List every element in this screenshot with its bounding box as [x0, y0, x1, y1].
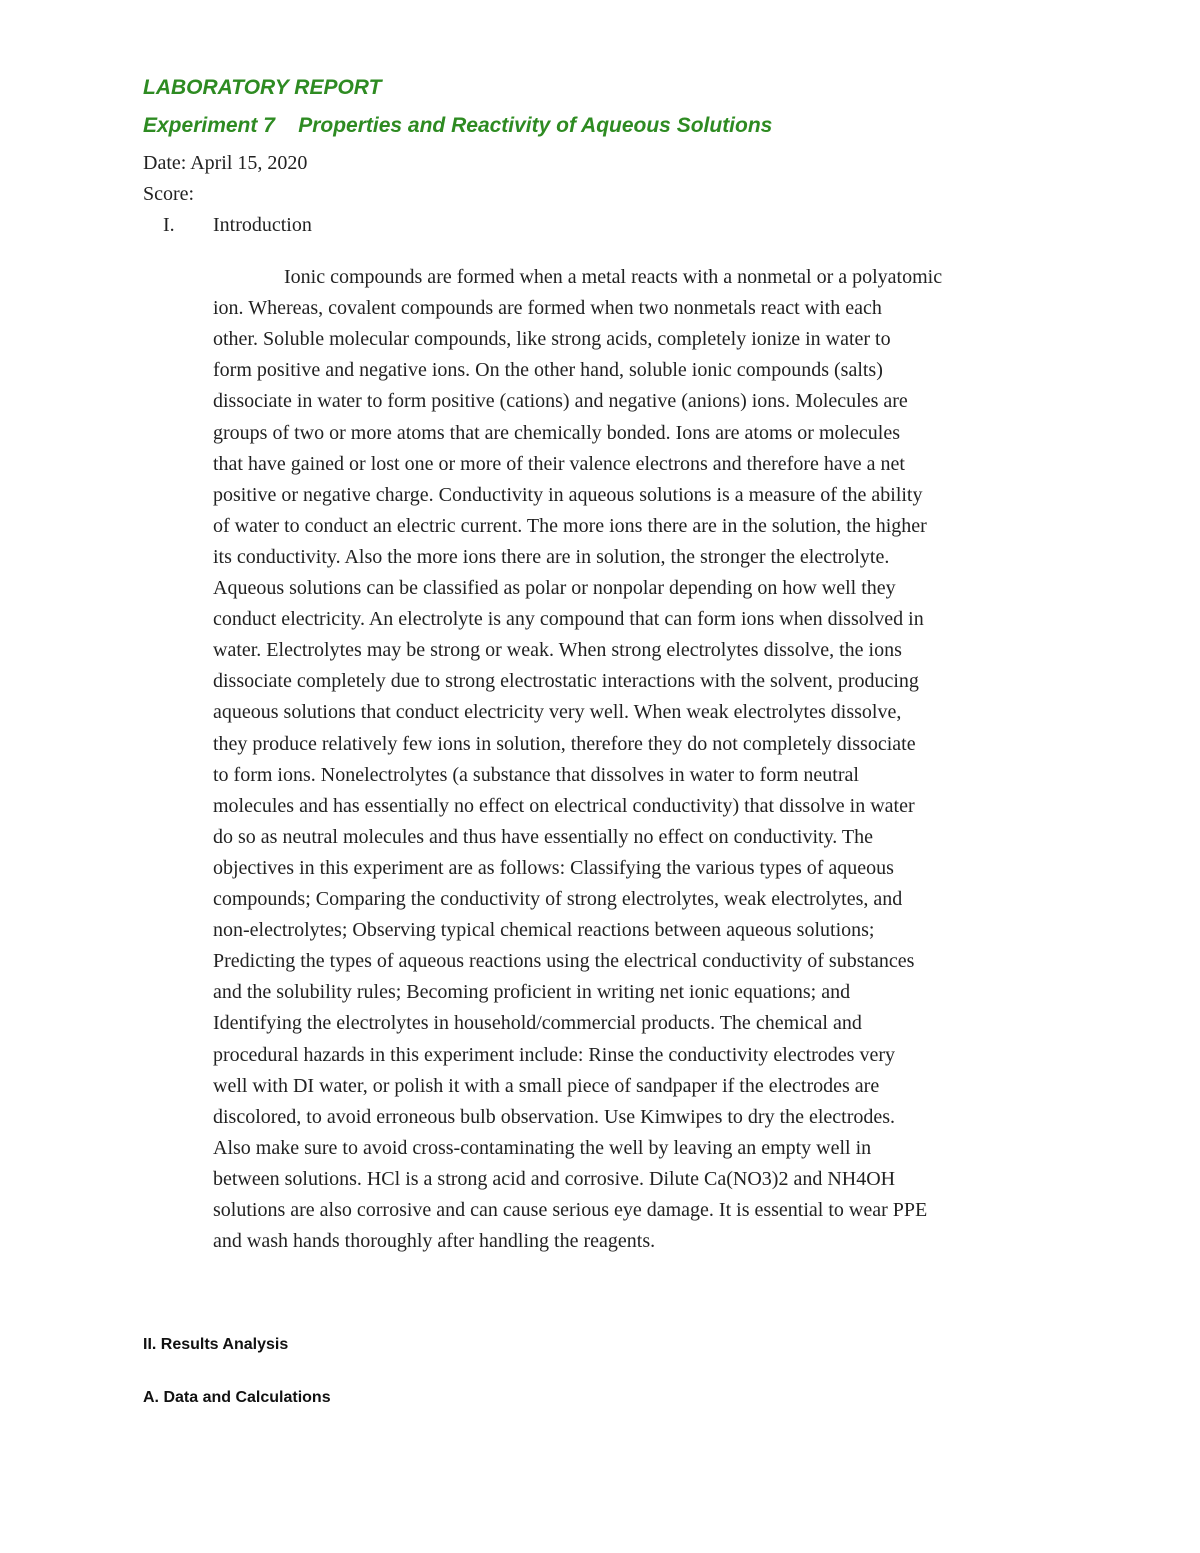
paragraph-line: water. Electrolytes may be strong or weak. When strong electrolytes dissolve, the ions [213, 639, 902, 662]
paragraph-line: objectives in this experiment are as follows: Classifying the various types of aqueous [213, 856, 894, 879]
paragraph-line: form positive and negative ions. On the other hand, soluble ionic compounds (salts) [213, 359, 883, 382]
paragraph-line: discolored, to avoid erroneous bulb observation. Use Kimwipes to dry the electrodes. [213, 1105, 896, 1128]
paragraph-line: non-electrolytes; Observing typical chemical reactions between aqueous solutions; [213, 919, 875, 942]
paragraph-line: to form ions. Nonelectrolytes (a substance that dissolves in water to form neutral [213, 763, 859, 786]
paragraph-line: dissociate completely due to strong electrostatic interactions with the solvent, producing [213, 670, 919, 693]
section-number: I. [163, 214, 175, 236]
paragraph-line: positive or negative charge. Conductivity in aqueous solutions is a measure of the ability [213, 483, 923, 506]
paragraph-line: dissociate in water to form positive (cations) and negative (anions) ions. Molecules are [213, 390, 908, 413]
paragraph-line: do so as neutral molecules and thus have essentially no effect on conductivity. The [213, 825, 874, 848]
experiment-title: Experiment 7 Properties and Reactivity of Aqueous Solutions [143, 114, 773, 137]
paragraph-line: Ionic compounds are formed when a metal reacts with a nonmetal or a polyatomic [284, 266, 943, 288]
paragraph-line: other. Soluble molecular compounds, like strong acids, completely ionize in water to [213, 328, 891, 351]
paragraph-line: that have gained or lost one or more of their valence electrons and therefore have a net [213, 452, 905, 475]
paragraph-line: conduct electricity. An electrolyte is any compound that can form ions when dissolved in [213, 608, 924, 631]
paragraph-line: between solutions. HCl is a strong acid and corrosive. Dilute Ca(NO3)2 and NH4OH [213, 1167, 896, 1190]
paragraph-line: compounds; Comparing the conductivity of strong electrolytes, weak electrolytes, and [213, 888, 903, 910]
paragraph-line: molecules and has essentially no effect on electrical conductivity) that dissolve in water [213, 794, 915, 817]
subsection-title-data-calculations: A. Data and Calculations [143, 1389, 331, 1406]
paragraph-line: Also make sure to avoid cross-contaminating the well by leaving an empty well in [213, 1136, 872, 1159]
paragraph-line: and the solubility rules; Becoming proficient in writing net ionic equations; and [213, 981, 851, 1004]
paragraph-line: ion. Whereas, covalent compounds are formed when two nonmetals react with each [213, 297, 882, 320]
paragraph-line: Predicting the types of aqueous reactions using the electrical conductivity of substances [213, 950, 915, 973]
section-title-introduction: Introduction [213, 214, 312, 236]
paragraph-line: they produce relatively few ions in solution, therefore they do not completely dissociate [213, 732, 916, 755]
paragraph-line: and wash hands thoroughly after handling the reagents. [213, 1230, 656, 1253]
report-title: LABORATORY REPORT [143, 76, 382, 99]
paragraph-line: solutions are also corrosive and can cause serious eye damage. It is essential to wear PPE [213, 1199, 928, 1221]
paragraph-line: its conductivity. Also the more ions there are in solution, the stronger the electrolyte. [213, 545, 890, 568]
report-date: Date: April 15, 2020 [143, 152, 308, 174]
report-score: Score: [143, 183, 195, 205]
paragraph-line: Aqueous solutions can be classified as polar or nonpolar depending on how well they [213, 577, 896, 599]
paragraph-line: procedural hazards in this experiment include: Rinse the conductivity electrodes very [213, 1043, 895, 1066]
paragraph-line: groups of two or more atoms that are chemically bonded. Ions are atoms or molecules [213, 421, 901, 444]
paragraph-line: aqueous solutions that conduct electricity very well. When weak electrolytes dissolve, [213, 701, 902, 724]
paragraph-line: well with DI water, or polish it with a small piece of sandpaper if the electrodes are [213, 1074, 880, 1097]
paragraph-line: of water to conduct an electric current. The more ions there are in the solution, the higher [213, 514, 927, 537]
section-title-results-analysis: II. Results Analysis [143, 1336, 289, 1353]
paragraph-line: Identifying the electrolytes in household/commercial products. The chemical and [213, 1012, 862, 1035]
